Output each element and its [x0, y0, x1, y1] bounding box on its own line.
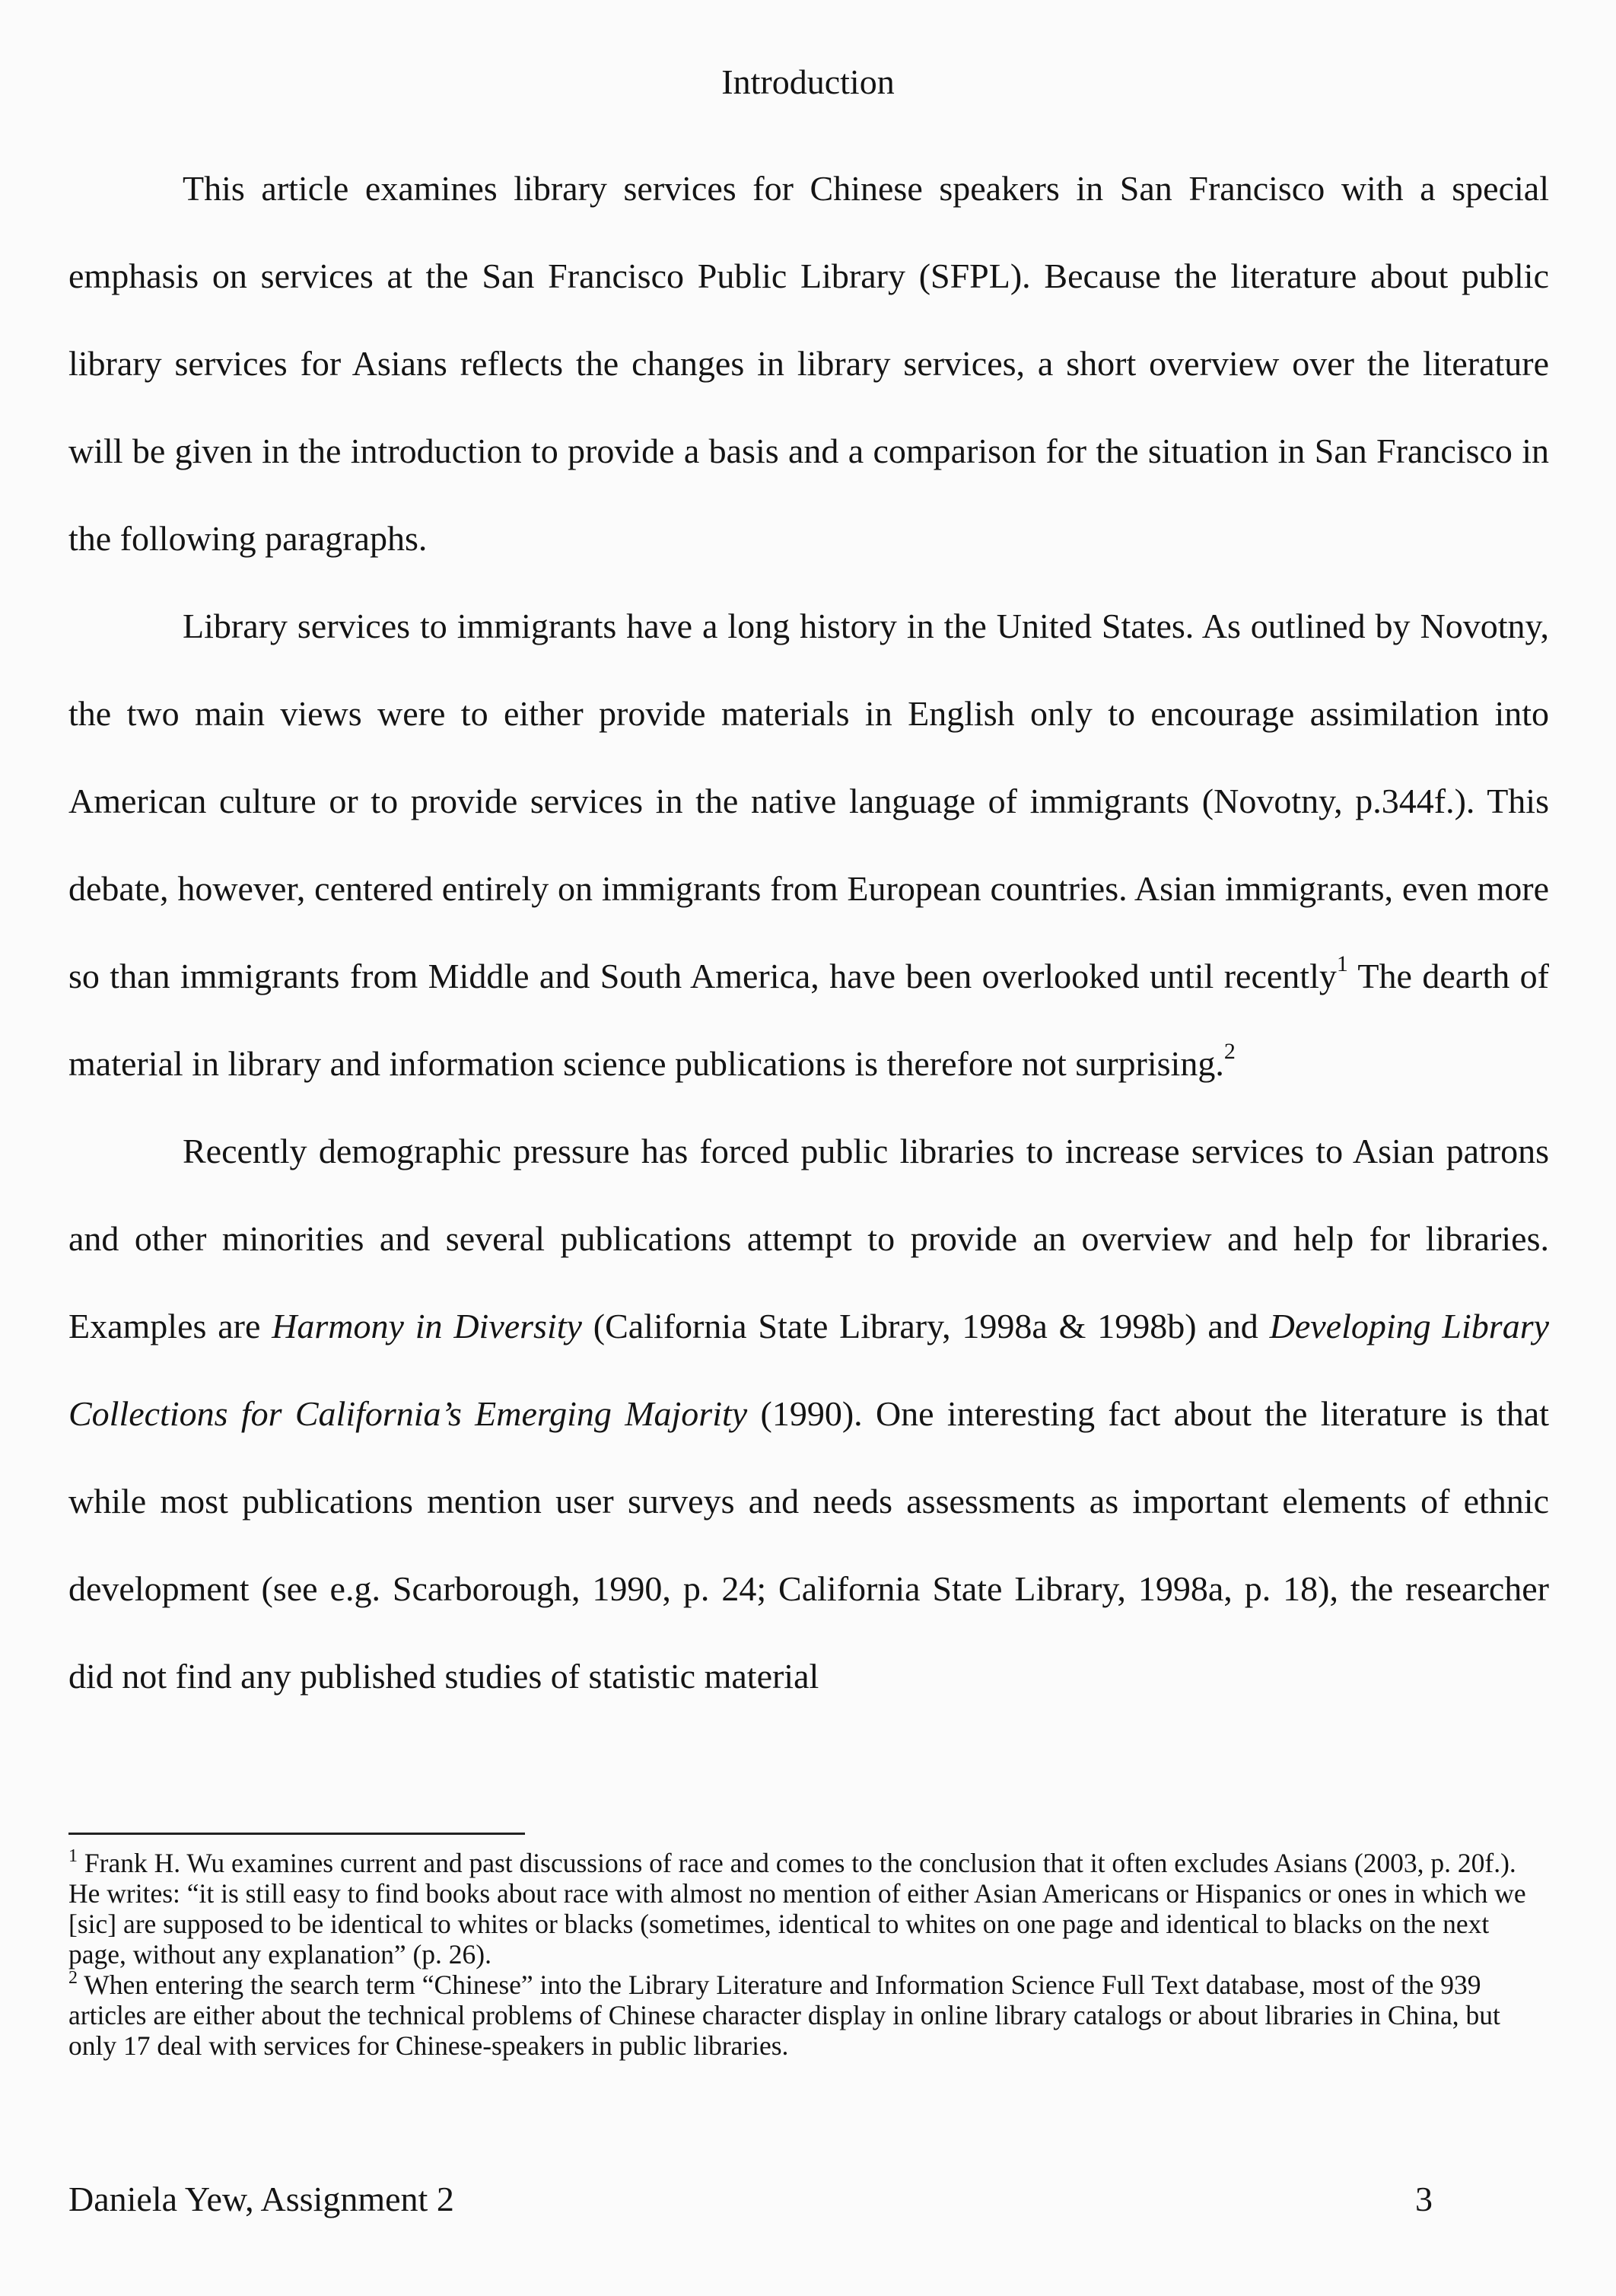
- paragraph-2-text-a: Library services to immigrants have a long history in the United States. As outlined by Novotny, the two main views were to either provide materials in English only to encourage assimilation into American culture or to provide services in the native language of immigrants (Novotny, p.344f.). This debate, however, centered entirely on immigrants from European countries. Asian immigrants, even more so than immigrants from Middle and South America, have been overlooked until recently: [68, 607, 1549, 995]
- paragraph-2-text-b: The dearth of material in library and information science publications is therefore not surprising.: [68, 957, 1549, 1083]
- paragraph-3: [68, 1107, 1549, 1720]
- footnote-1-mark: 1: [68, 1846, 78, 1866]
- paragraph-3-text-a: Recently demographic pressure has forced public libraries to increase services to Asian patrons and other minorities and several publications attempt to provide an overview and help for libraries. Examples are: [68, 1132, 1549, 1345]
- footnote-separator: [68, 1833, 525, 1835]
- page-title: Introduction: [721, 62, 895, 101]
- book-title-harmony: Harmony in Diversity: [272, 1307, 582, 1345]
- footnote-2: [68, 1970, 1549, 2061]
- footnote-2-mark: 2: [68, 1968, 78, 1988]
- footnote-1: [68, 1848, 1549, 1970]
- paragraph-3-text-c: (1990). One interesting fact about the literature is that while most publications mention user surveys and needs assessments as important elements of ethnic development (see e.g. Scarborough, 1990, p. 24; California State Library, 1998a, p. 18), the researcher did not find any published studies of statistic material: [68, 1394, 1549, 1696]
- footer-author-assignment: Daniela Yew, Assignment 2: [68, 2180, 454, 2218]
- footnotes: [68, 1848, 1549, 2061]
- paragraph-2: [68, 582, 1549, 1107]
- footnote-1-text: Frank H. Wu examines current and past discussions of race and comes to the conclusion that it often excludes Asians (2003, p. 20f.). He writes: “it is still easy to find books about race with almost no mention of either Asian Americans or Hispanics or ones in which we [sic] are supposed to be identical to whites or blacks (sometimes, identical to whites on one page and identical to blacks on the next page, without any explanation” (p. 26).: [68, 1848, 1526, 1970]
- footnote-ref-1: 1: [1336, 951, 1348, 976]
- book-title-developing-collections: Developing Library Collections for California’s Emerging Majority: [68, 1307, 1550, 1433]
- footnote-2-text: When entering the search term “Chinese” into the Library Literature and Information Science Full Text database, most of the 939 articles are either about the technical problems of Chinese character display in online library catalogs or about libraries in China, but only 17 deal with services for Chinese-speakers in public libraries.: [68, 1970, 1500, 2061]
- page-number: 3: [1415, 2180, 1433, 2218]
- body-text: [68, 145, 1549, 1720]
- paragraph-1: This article examines library services for Chinese speakers in San Francisco with a special emphasis on services at the San Francisco Public Library (SFPL). Because the literature about public library services for Asians reflects the changes in library services, a short overview over the literature will be given in the introduction to provide a basis and a comparison for the situation in San Francisco in the following paragraphs.: [68, 169, 1549, 558]
- paragraph-3-text-b: (California State Library, 1998a & 1998b) and: [581, 1307, 1270, 1345]
- footnote-ref-2: 2: [1223, 1039, 1236, 1064]
